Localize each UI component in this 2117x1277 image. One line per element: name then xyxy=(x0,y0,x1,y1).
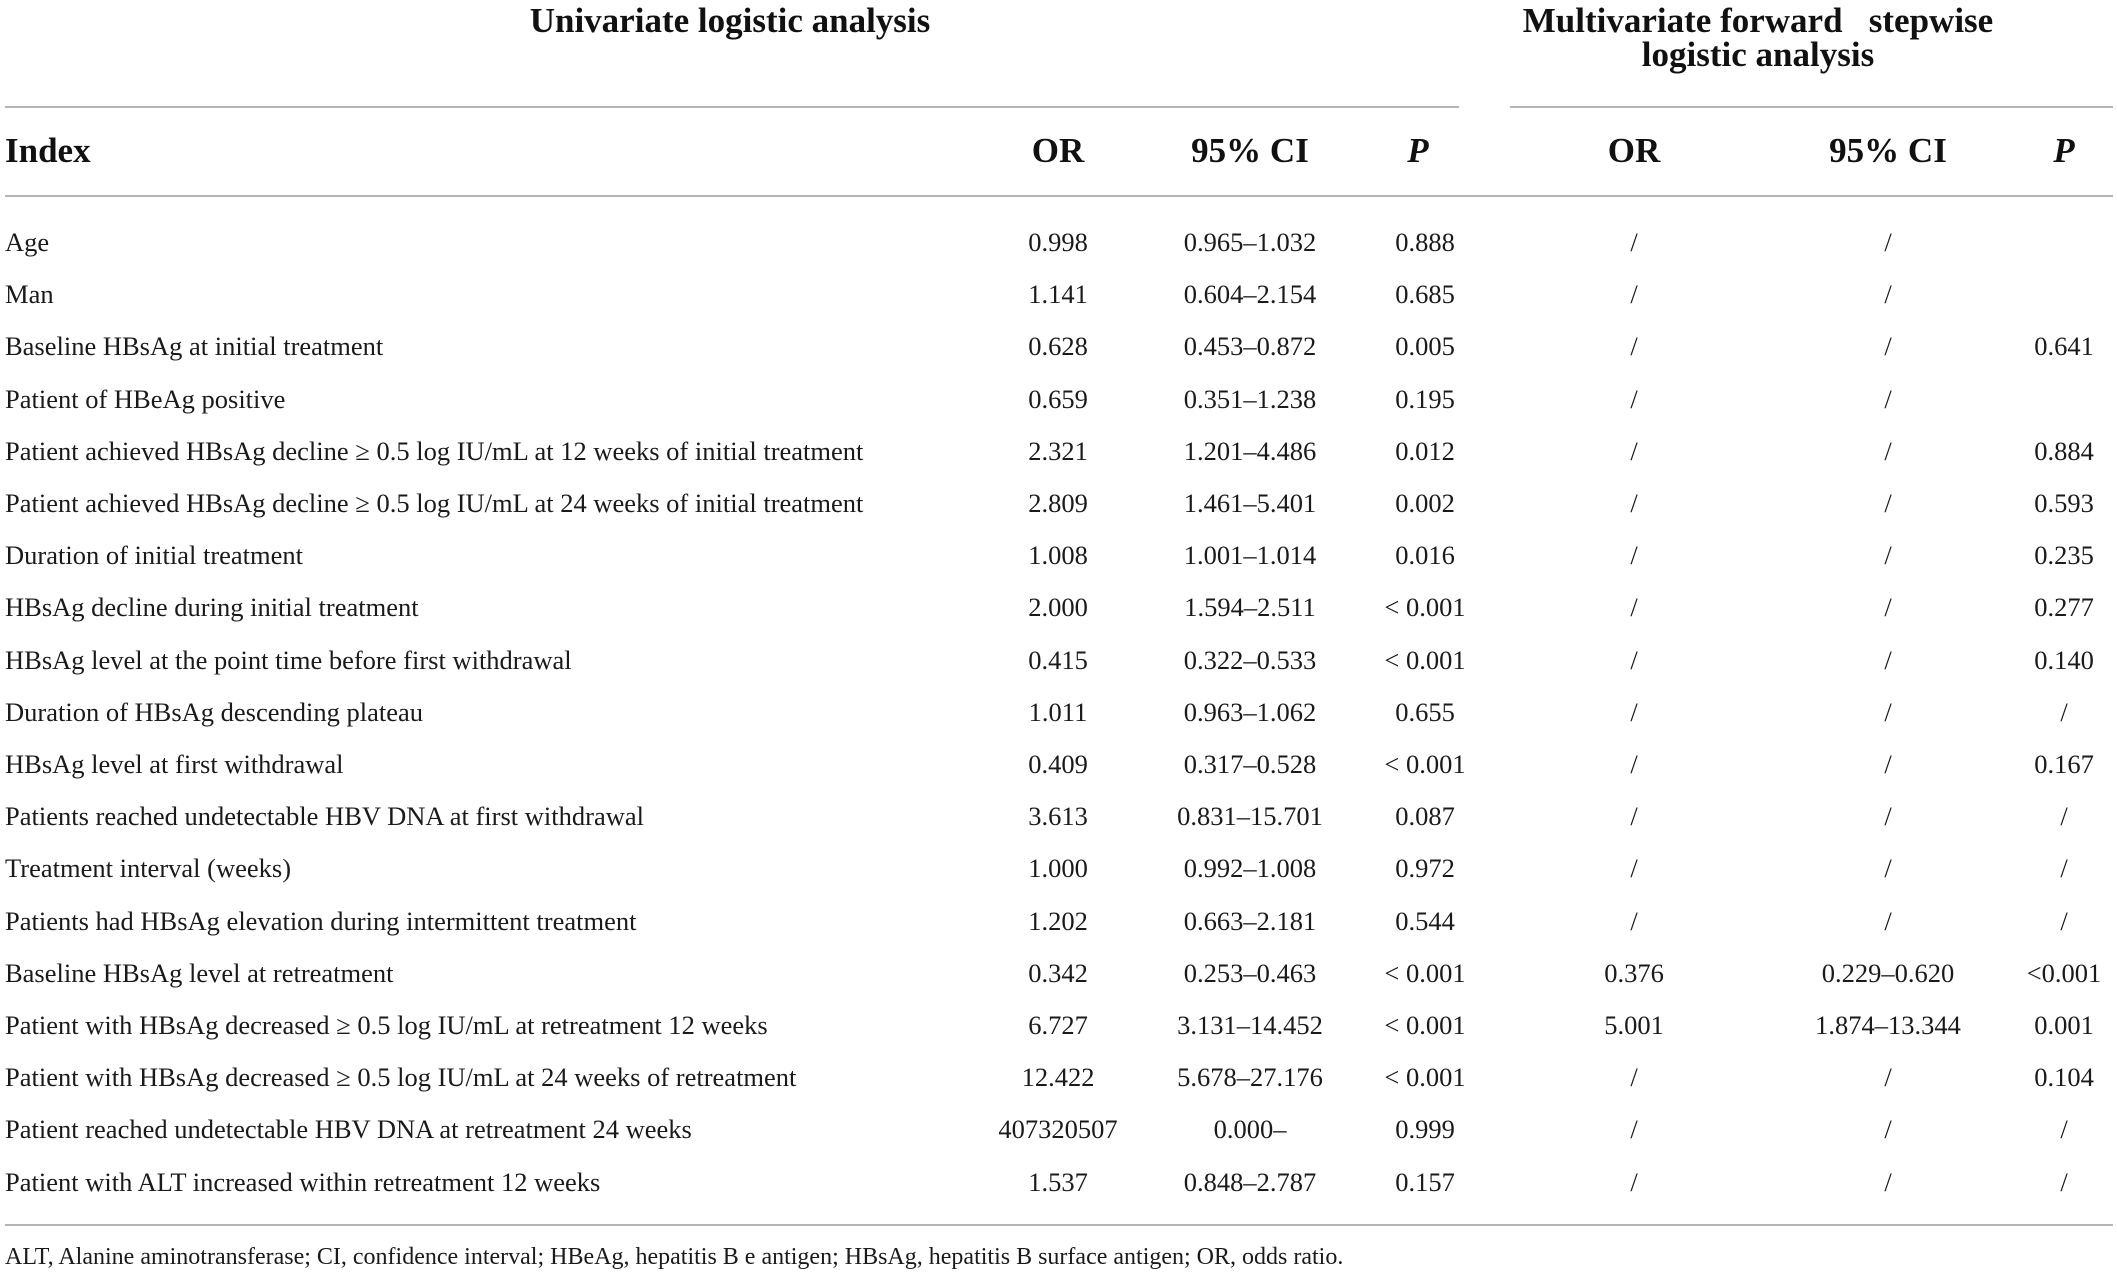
univariate-p-cell: 0.195 xyxy=(1395,383,1455,414)
multivariate-or-cell: / xyxy=(1630,644,1638,675)
univariate-p-cell: 0.012 xyxy=(1395,435,1455,466)
univariate-or-cell: 2.321 xyxy=(1028,435,1088,466)
univariate-or-cell: 0.659 xyxy=(1028,383,1088,414)
multivariate-or-cell: / xyxy=(1630,227,1638,257)
univariate-title-text: Univariate logistic analysis xyxy=(529,1,931,40)
multivariate-p-cell: 0.140 xyxy=(2034,644,2094,675)
univariate-or-cell: 1.000 xyxy=(1028,853,1088,884)
multivariate-ci-cell: / xyxy=(1884,905,1892,936)
multivariate-ci-cell: / xyxy=(1884,644,1892,675)
univariate-p-cell: 0.016 xyxy=(1395,540,1455,571)
univariate-or-cell: 1.141 xyxy=(1028,279,1088,310)
multivariate-or-cell: / xyxy=(1630,853,1638,884)
index-cell: Duration of initial treatment xyxy=(5,540,304,571)
multivariate-ci-cell: / xyxy=(1884,696,1892,727)
univariate-p-cell: 0.544 xyxy=(1395,905,1455,936)
multivariate-ci-cell: / xyxy=(1884,383,1892,414)
multivariate-p-cell: 0.104 xyxy=(2034,1062,2094,1093)
index-cell: Treatment interval (weeks) xyxy=(5,853,292,884)
multivariate-or-cell: / xyxy=(1630,331,1638,362)
multivariate-ci-cell: / xyxy=(1884,749,1892,779)
index-cell: HBsAg decline during initial treatment xyxy=(5,592,419,623)
multivariate-ci-cell: / xyxy=(1884,540,1892,571)
univariate-or-cell: 6.727 xyxy=(1028,1010,1088,1040)
univariate-ci-cell: 0.317–0.528 xyxy=(1183,749,1317,779)
index-cell: HBsAg level at the point time before first withdrawal xyxy=(5,644,572,675)
multivariate-p-cell: 0.884 xyxy=(2034,435,2094,466)
multivariate-or-cell: / xyxy=(1630,279,1638,310)
multivariate-ci-cell: / xyxy=(1884,1062,1892,1093)
index-cell: Baseline HBsAg at initial treatment xyxy=(5,331,384,362)
univariate-ci-cell: 1.201–4.486 xyxy=(1183,435,1317,466)
univariate-or-cell: 0.409 xyxy=(1028,749,1088,779)
univariate-p-cell: 0.655 xyxy=(1395,696,1455,727)
index-cell: Duration of HBsAg descending plateau xyxy=(5,696,424,727)
index-cell: Age xyxy=(5,227,50,257)
univariate-ci-cell: 0.992–1.008 xyxy=(1183,853,1317,884)
index-cell: Patients reached undetectable HBV DNA at first withdrawal xyxy=(5,801,645,832)
univariate-ci-cell: 0.848–2.787 xyxy=(1183,1166,1317,1197)
univariate-ci-cell: 0.604–2.154 xyxy=(1183,279,1317,310)
header-univariate-or: OR xyxy=(1031,131,1085,170)
univariate-p-cell: < 0.001 xyxy=(1384,1010,1466,1040)
header-univariate-ci: 95% CI xyxy=(1191,131,1309,170)
univariate-ci-cell: 1.001–1.014 xyxy=(1183,540,1317,571)
multivariate-or-cell: / xyxy=(1630,488,1638,518)
index-cell: HBsAg level at first withdrawal xyxy=(5,749,344,779)
multivariate-ci-cell: 0.229–0.620 xyxy=(1821,957,1955,988)
multivariate-or-cell: / xyxy=(1630,592,1638,623)
multivariate-or-cell: / xyxy=(1630,1062,1638,1093)
multivariate-p-cell: 0.001 xyxy=(2034,1010,2094,1040)
univariate-ci-cell: 0.963–1.062 xyxy=(1183,696,1317,727)
multivariate-or-cell: / xyxy=(1630,1166,1638,1197)
univariate-or-cell: 0.415 xyxy=(1028,644,1088,675)
multivariate-title-line1: Multivariate forward stepwise xyxy=(1522,1,1994,40)
univariate-or-cell: 2.809 xyxy=(1028,488,1088,518)
univariate-p-cell: < 0.001 xyxy=(1384,644,1466,675)
univariate-p-cell: 0.999 xyxy=(1395,1114,1455,1145)
univariate-or-cell: 0.998 xyxy=(1028,227,1088,257)
header-multivariate-p: P xyxy=(2053,131,2075,170)
multivariate-p-cell: / xyxy=(2060,1166,2068,1197)
multivariate-ci-cell: / xyxy=(1884,279,1892,310)
index-cell: Patient achieved HBsAg decline ≥ 0.5 log IU/mL at 24 weeks of initial treatment xyxy=(5,488,864,518)
multivariate-ci-cell: / xyxy=(1884,1114,1892,1145)
multivariate-title-line2: logistic analysis xyxy=(1641,35,1875,74)
header-multivariate-ci: 95% CI xyxy=(1829,131,1947,170)
multivariate-ci-cell: / xyxy=(1884,435,1892,466)
index-cell: Patient achieved HBsAg decline ≥ 0.5 log IU/mL at 12 weeks of initial treatment xyxy=(5,435,864,466)
univariate-p-cell: < 0.001 xyxy=(1384,592,1466,623)
univariate-or-cell: 1.537 xyxy=(1028,1166,1088,1197)
univariate-or-cell: 0.628 xyxy=(1028,331,1088,362)
index-cell: Patient of HBeAg positive xyxy=(5,383,286,414)
multivariate-ci-cell: / xyxy=(1884,801,1892,832)
multivariate-ci-cell: / xyxy=(1884,331,1892,362)
index-cell: Patient with HBsAg decreased ≥ 0.5 log IU/mL at retreatment 12 weeks xyxy=(5,1010,768,1040)
multivariate-p-cell: / xyxy=(2060,696,2068,727)
univariate-p-cell: 0.005 xyxy=(1395,331,1455,362)
univariate-or-cell: 2.000 xyxy=(1028,592,1088,623)
univariate-p-cell: < 0.001 xyxy=(1384,1062,1466,1093)
univariate-ci-cell: 3.131–14.452 xyxy=(1177,1010,1323,1040)
univariate-or-cell: 407320507 xyxy=(998,1114,1118,1145)
univariate-or-cell: 0.342 xyxy=(1028,957,1088,988)
univariate-or-cell: 1.008 xyxy=(1028,540,1088,571)
header-univariate-p: P xyxy=(1407,131,1429,170)
footer-rule xyxy=(5,1224,2113,1226)
univariate-ci-cell: 0.965–1.032 xyxy=(1183,227,1317,257)
univariate-p-cell: < 0.001 xyxy=(1384,957,1466,988)
multivariate-or-cell: / xyxy=(1630,749,1638,779)
univariate-p-cell: 0.888 xyxy=(1395,227,1455,257)
multivariate-p-cell: 0.277 xyxy=(2034,592,2094,623)
univariate-p-cell: 0.002 xyxy=(1395,488,1455,518)
univariate-ci-cell: 5.678–27.176 xyxy=(1177,1062,1323,1093)
multivariate-group-rule xyxy=(1510,106,2113,108)
univariate-or-cell: 1.202 xyxy=(1028,905,1088,936)
multivariate-p-cell: 0.641 xyxy=(2034,331,2094,362)
multivariate-or-cell: / xyxy=(1630,905,1638,936)
multivariate-p-cell: <0.001 xyxy=(2026,957,2102,988)
index-cell: Patients had HBsAg elevation during intermittent treatment xyxy=(5,905,637,936)
univariate-ci-cell: 0.831–15.701 xyxy=(1177,801,1323,832)
multivariate-p-cell: / xyxy=(2060,905,2068,936)
univariate-p-cell: 0.087 xyxy=(1395,801,1455,832)
multivariate-ci-cell: / xyxy=(1884,592,1892,623)
univariate-ci-cell: 1.594–2.511 xyxy=(1184,592,1316,623)
index-cell: Patient with ALT increased within retreatment 12 weeks xyxy=(5,1166,601,1197)
univariate-ci-cell: 0.253–0.463 xyxy=(1183,957,1317,988)
univariate-ci-cell: 0.663–2.181 xyxy=(1183,905,1317,936)
multivariate-or-cell: 5.001 xyxy=(1604,1010,1664,1040)
multivariate-or-cell: / xyxy=(1630,435,1638,466)
multivariate-p-cell: / xyxy=(2060,801,2068,832)
univariate-ci-cell: 1.461–5.401 xyxy=(1183,488,1317,518)
univariate-p-cell: 0.157 xyxy=(1395,1166,1455,1197)
table-footnote: ALT, Alanine aminotransferase; CI, confidence interval; HBeAg, hepatitis B e antigen; HBsAg, hepatitis B surface antigen; OR, odds ratio. xyxy=(5,1244,1344,1270)
multivariate-or-cell: / xyxy=(1630,1114,1638,1145)
multivariate-ci-cell: / xyxy=(1884,853,1892,884)
univariate-ci-cell: 0.453–0.872 xyxy=(1183,331,1317,362)
multivariate-or-cell: / xyxy=(1630,801,1638,832)
univariate-group-title xyxy=(0,2,1460,40)
univariate-p-cell: 0.685 xyxy=(1395,279,1455,310)
index-cell: Patient reached undetectable HBV DNA at retreatment 24 weeks xyxy=(5,1114,692,1145)
multivariate-ci-cell: / xyxy=(1884,1166,1892,1197)
multivariate-or-cell: / xyxy=(1630,540,1638,571)
univariate-or-cell: 12.422 xyxy=(1021,1062,1095,1093)
multivariate-p-cell: 0.167 xyxy=(2034,749,2094,779)
univariate-or-cell: 1.011 xyxy=(1028,696,1088,727)
multivariate-p-cell: 0.235 xyxy=(2034,540,2094,571)
univariate-ci-cell: 0.000– xyxy=(1213,1114,1287,1145)
index-cell: Man xyxy=(5,279,54,310)
multivariate-or-cell: / xyxy=(1630,696,1638,727)
multivariate-p-cell: / xyxy=(2060,1114,2068,1145)
header-index: Index xyxy=(5,131,91,170)
multivariate-ci-cell: / xyxy=(1884,488,1892,518)
multivariate-or-cell: / xyxy=(1630,383,1638,414)
index-cell: Baseline HBsAg level at retreatment xyxy=(5,957,394,988)
index-cell: Patient with HBsAg decreased ≥ 0.5 log IU/mL at 24 weeks of retreatment xyxy=(5,1062,797,1093)
univariate-p-cell: 0.972 xyxy=(1395,853,1455,884)
multivariate-p-cell: / xyxy=(2060,853,2068,884)
multivariate-or-cell: 0.376 xyxy=(1604,957,1664,988)
univariate-ci-cell: 0.322–0.533 xyxy=(1183,644,1317,675)
multivariate-p-cell: 0.593 xyxy=(2034,488,2094,518)
header-multivariate-or: OR xyxy=(1607,131,1661,170)
multivariate-group-title xyxy=(1508,2,2008,74)
header-rule xyxy=(5,195,2113,197)
multivariate-ci-cell: 1.874–13.344 xyxy=(1815,1010,1961,1040)
univariate-group-rule xyxy=(5,106,1459,108)
univariate-p-cell: < 0.001 xyxy=(1384,749,1466,779)
univariate-or-cell: 3.613 xyxy=(1028,801,1088,832)
univariate-ci-cell: 0.351–1.238 xyxy=(1183,383,1317,414)
multivariate-ci-cell: / xyxy=(1884,227,1892,257)
